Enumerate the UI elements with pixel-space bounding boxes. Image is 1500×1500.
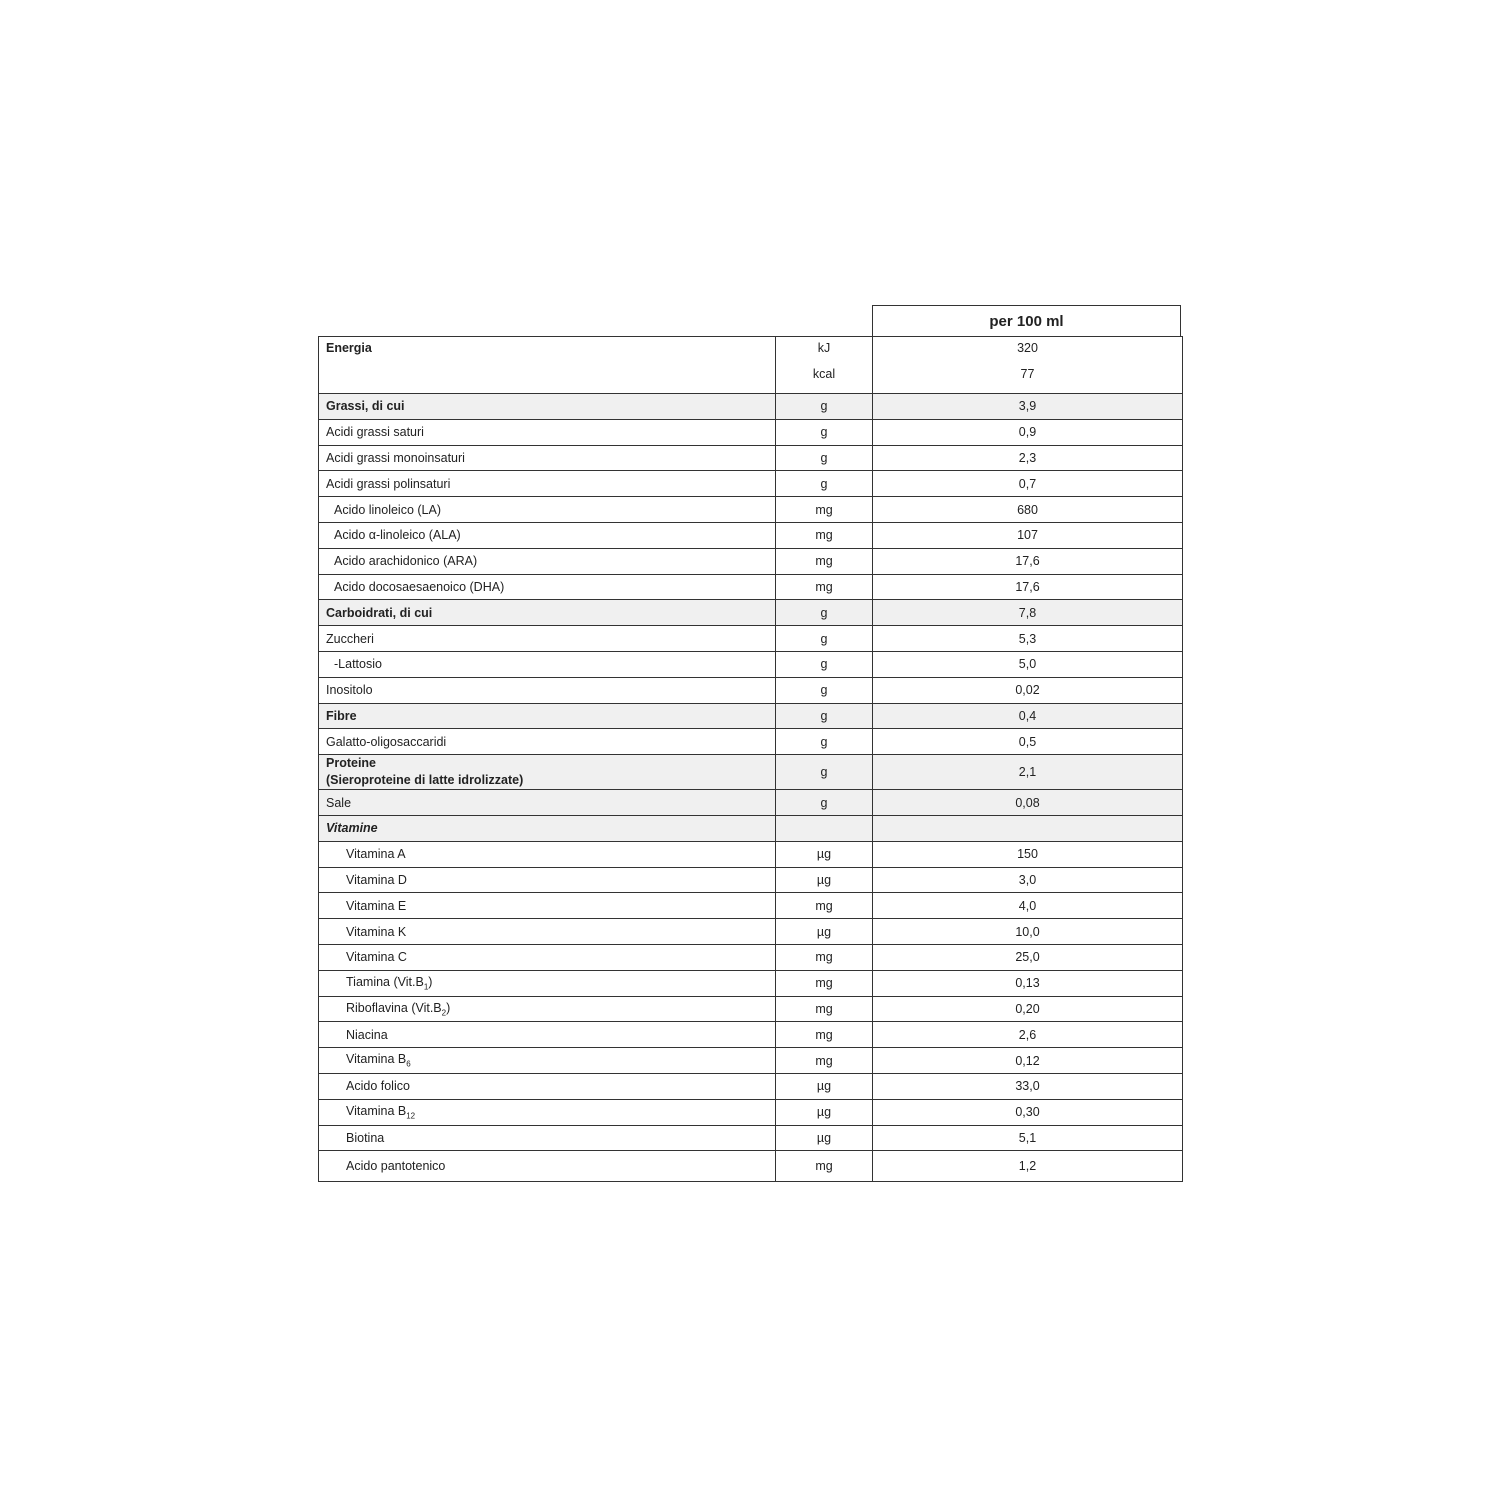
value-cell: 680: [873, 497, 1183, 523]
nutrient-name: Sale: [326, 795, 352, 810]
unit-cell: g: [776, 703, 873, 729]
nutrient-name-cell: [319, 867, 776, 893]
nutrient-name: Galatto-oligosaccaridi: [326, 734, 447, 749]
unit-cell: mg: [776, 522, 873, 548]
nutrient-name-cell: [319, 471, 776, 497]
table-row: [319, 497, 1183, 523]
nutrient-name: Acido docosaesaenoico (DHA): [334, 579, 505, 594]
table-row: [319, 471, 1183, 497]
nutrient-name-wrap: [326, 399, 405, 413]
table-row: [319, 970, 1183, 996]
nutrient-name-wrap: [326, 821, 378, 835]
value-cell: 107: [873, 522, 1183, 548]
nutrient-name: Biotina: [346, 1130, 385, 1145]
unit-cell: g: [776, 755, 873, 790]
unit-cell: mg: [776, 970, 873, 996]
value-kj: 320: [1017, 341, 1038, 355]
value-cell: 0,08: [873, 790, 1183, 816]
value-cell: 17,6: [873, 574, 1183, 600]
nutrient-name-cell: [319, 1073, 776, 1099]
value-cell: 0,5: [873, 729, 1183, 755]
nutrition-table: [318, 336, 1183, 1182]
unit-cell: mg: [776, 1022, 873, 1048]
unit-kj: kJ: [817, 341, 831, 355]
unit-cell: g: [776, 790, 873, 816]
nutrient-name: Vitamina B: [346, 1103, 407, 1118]
nutrient-name-wrap: [326, 950, 407, 964]
unit-cell: g: [776, 651, 873, 677]
nutrient-name: Proteine: [326, 756, 377, 771]
value-kcal: 77: [1020, 367, 1035, 381]
nutrient-name: Acido linoleico (LA): [334, 502, 441, 517]
unit-cell: mg: [776, 1048, 873, 1074]
nutrient-name: Vitamina C: [346, 950, 407, 965]
nutrient-name: Acido α-linoleico (ALA): [334, 528, 461, 543]
nutrient-name-wrap: [326, 425, 424, 439]
nutrient-name-cell: [319, 1125, 776, 1151]
nutrient-name: Carboidrati, di cui: [326, 605, 433, 620]
column-header-per-100ml: per 100 ml: [872, 305, 1181, 336]
table-row: [319, 790, 1183, 816]
unit-cell: [776, 815, 873, 841]
nutrient-name-wrap: [326, 1052, 411, 1069]
unit-cell: g: [776, 394, 873, 420]
nutrient-name-wrap: [326, 847, 406, 861]
table-row: [319, 944, 1183, 970]
value-cell: 150: [873, 841, 1183, 867]
nutrient-name-wrap: [326, 925, 406, 939]
value-cell: 0,02: [873, 677, 1183, 703]
nutrient-name-cell: [319, 497, 776, 523]
nutrient-name: Acido folico: [346, 1079, 410, 1094]
unit-cell: g: [776, 677, 873, 703]
nutrient-name-suffix: ): [446, 1000, 451, 1015]
nutrient-name: Vitamina B: [346, 1052, 407, 1067]
nutrient-name-cell: [319, 651, 776, 677]
nutrient-name-wrap: [326, 709, 357, 723]
unit-cell: g: [776, 445, 873, 471]
nutrient-name-cell: [319, 1151, 776, 1182]
nutrient-name-cell: [319, 419, 776, 445]
subscript: 6: [406, 1059, 411, 1069]
nutrient-name-cell: [319, 703, 776, 729]
value-cell: 1,2: [873, 1151, 1183, 1182]
nutrient-name-cell: [319, 815, 776, 841]
table-row: [319, 729, 1183, 755]
table-row: [319, 548, 1183, 574]
value-cell: [873, 337, 1183, 394]
table-row: [319, 996, 1183, 1022]
nutrient-name-cell: [319, 548, 776, 574]
table-row: [319, 1151, 1183, 1182]
nutrient-name: Zuccheri: [326, 631, 374, 646]
value-cell: 5,1: [873, 1125, 1183, 1151]
nutrient-name-wrap: [326, 451, 465, 465]
nutrient-name-detail: (Sieroproteine di latte idrolizzate): [326, 773, 524, 788]
nutrient-name-wrap: [326, 683, 373, 697]
nutrient-name-cell: [319, 445, 776, 471]
value-cell: 0,13: [873, 970, 1183, 996]
unit-cell: mg: [776, 944, 873, 970]
nutrient-name-cell: [319, 841, 776, 867]
table-row: [319, 867, 1183, 893]
nutrient-name-cell: [319, 394, 776, 420]
unit-cell: mg: [776, 996, 873, 1022]
nutrient-name: Acidi grassi saturi: [326, 425, 424, 440]
table-row: [319, 893, 1183, 919]
nutrient-name: Fibre: [326, 708, 357, 723]
nutrient-name-wrap: [326, 1159, 445, 1173]
nutrient-name-wrap: [326, 756, 523, 787]
table-row: [319, 815, 1183, 841]
unit-cell: mg: [776, 574, 873, 600]
table-row-energia: [319, 337, 1183, 394]
table-row: [319, 677, 1183, 703]
unit-cell: µg: [776, 1125, 873, 1151]
nutrient-name-suffix: ): [428, 974, 433, 989]
value-cell: 33,0: [873, 1073, 1183, 1099]
table-row: [319, 841, 1183, 867]
nutrient-name: Vitamina D: [346, 872, 407, 887]
nutrient-name: Vitamina A: [346, 847, 406, 862]
nutrient-name-cell: [319, 970, 776, 996]
value-cell: 2,3: [873, 445, 1183, 471]
value-cell: 2,1: [873, 755, 1183, 790]
value-cell: 17,6: [873, 548, 1183, 574]
nutrient-name-wrap: [326, 477, 450, 491]
nutrient-name-wrap: [326, 1131, 384, 1145]
table-row: [319, 394, 1183, 420]
nutrient-name-cell: [319, 626, 776, 652]
unit-cell: g: [776, 419, 873, 445]
nutrient-name-wrap: [326, 580, 504, 594]
nutrient-name: Tiamina (Vit.B: [346, 974, 424, 989]
value-cell: 2,6: [873, 1022, 1183, 1048]
nutrient-name-cell: [319, 677, 776, 703]
subscript: 12: [406, 1111, 416, 1121]
nutrient-name-wrap: [326, 528, 461, 542]
value-cell: [873, 815, 1183, 841]
nutrient-name: Grassi, di cui: [326, 399, 405, 414]
nutrient-name-wrap: [326, 554, 477, 568]
value-cell: 0,7: [873, 471, 1183, 497]
nutrient-name-cell: [319, 574, 776, 600]
table-row: [319, 755, 1183, 790]
nutrient-name: Vitamina K: [346, 924, 407, 939]
nutrient-name-wrap: [326, 1079, 410, 1093]
unit-cell: µg: [776, 1099, 873, 1125]
table-row: [319, 1073, 1183, 1099]
value-cell: 4,0: [873, 893, 1183, 919]
table-row: [319, 1099, 1183, 1125]
nutrient-name-cell: [319, 919, 776, 945]
value-cell: 5,3: [873, 626, 1183, 652]
table-row: [319, 445, 1183, 471]
nutrient-name-wrap: [326, 503, 441, 517]
nutrient-name: Vitamina E: [346, 898, 407, 913]
table-row: [319, 419, 1183, 445]
unit-cell: g: [776, 600, 873, 626]
unit-cell: µg: [776, 919, 873, 945]
value-cell: 0,9: [873, 419, 1183, 445]
nutrient-name-wrap: [326, 899, 406, 913]
nutrient-name: Riboflavina (Vit.B: [346, 1000, 442, 1015]
nutrient-name: Energia: [319, 337, 776, 394]
unit-cell: mg: [776, 1151, 873, 1182]
table-row: [319, 1048, 1183, 1074]
table-row: [319, 651, 1183, 677]
value-cell: 25,0: [873, 944, 1183, 970]
unit-cell: g: [776, 729, 873, 755]
value-cell: 10,0: [873, 919, 1183, 945]
nutrient-name-cell: [319, 1099, 776, 1125]
nutrient-name-cell: [319, 1048, 776, 1074]
table-row: [319, 1125, 1183, 1151]
nutrient-name-cell: [319, 522, 776, 548]
nutrient-name-wrap: [326, 1104, 415, 1121]
table-row: [319, 522, 1183, 548]
nutrient-name-wrap: [326, 606, 432, 620]
table-row: [319, 1022, 1183, 1048]
unit-cell: µg: [776, 1073, 873, 1099]
nutrient-name-cell: [319, 996, 776, 1022]
unit-kcal: kcal: [812, 367, 836, 381]
unit-cell: mg: [776, 497, 873, 523]
nutrient-name: Acido pantotenico: [346, 1159, 446, 1174]
table-row: [319, 600, 1183, 626]
nutrient-name-wrap: [326, 1028, 388, 1042]
nutrient-name-wrap: [326, 657, 382, 671]
nutrient-name-cell: [319, 755, 776, 790]
nutrient-name: Inositolo: [326, 683, 373, 698]
nutrient-name-wrap: [326, 873, 407, 887]
unit-cell: mg: [776, 548, 873, 574]
value-cell: 3,0: [873, 867, 1183, 893]
nutrient-name: Acido arachidonico (ARA): [334, 554, 478, 569]
nutrient-name-cell: [319, 1022, 776, 1048]
nutrient-name-cell: [319, 893, 776, 919]
nutrient-name: Acidi grassi polinsaturi: [326, 476, 451, 491]
nutrient-name-wrap: [326, 975, 432, 992]
nutrient-name: Niacina: [346, 1027, 388, 1042]
nutrient-name-cell: [319, 600, 776, 626]
value-cell: 0,30: [873, 1099, 1183, 1125]
nutrient-name-wrap: [326, 632, 374, 646]
table-row: [319, 574, 1183, 600]
table-row: [319, 919, 1183, 945]
nutrient-name-cell: [319, 944, 776, 970]
table-row: [319, 703, 1183, 729]
nutrient-name-wrap: [326, 796, 351, 810]
unit-cell: µg: [776, 867, 873, 893]
unit-cell: mg: [776, 893, 873, 919]
nutrient-name: Vitamine: [326, 821, 378, 836]
value-cell: 3,9: [873, 394, 1183, 420]
nutrient-name-cell: [319, 729, 776, 755]
value-cell: 5,0: [873, 651, 1183, 677]
unit-cell: µg: [776, 841, 873, 867]
nutrient-name-cell: [319, 790, 776, 816]
value-cell: 0,20: [873, 996, 1183, 1022]
nutrient-name-wrap: [326, 1001, 450, 1018]
table-row: [319, 626, 1183, 652]
value-cell: 7,8: [873, 600, 1183, 626]
unit-cell: g: [776, 626, 873, 652]
value-cell: 0,12: [873, 1048, 1183, 1074]
nutrient-name: -Lattosio: [334, 657, 382, 672]
value-cell: 0,4: [873, 703, 1183, 729]
unit-cell: [776, 337, 873, 394]
unit-cell: g: [776, 471, 873, 497]
subscript: 2: [441, 1008, 447, 1018]
nutrient-name-wrap: [326, 735, 446, 749]
nutrient-name: Acidi grassi monoinsaturi: [326, 450, 465, 465]
subscript: 1: [423, 982, 429, 992]
